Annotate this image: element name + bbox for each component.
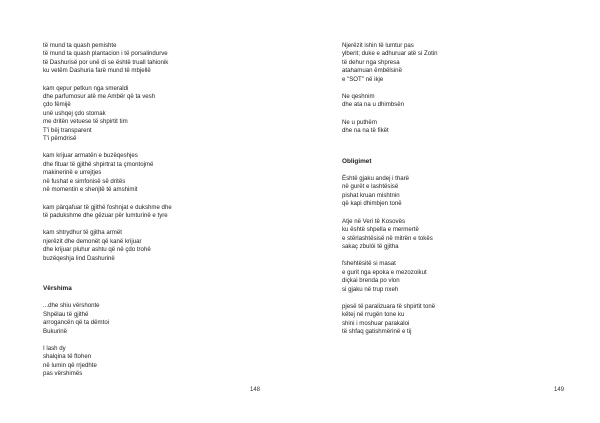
verse-line: në lumin që rrjedhte — [43, 361, 97, 369]
verse-line: Ne qeshnim — [342, 93, 375, 101]
verse-line: Shpëlau të gjithë — [43, 310, 89, 318]
stanza — [43, 229, 283, 263]
verse-line: Atje në Veri të Kosovës — [342, 217, 406, 225]
verse-line: në gurët e lashtësisë — [342, 183, 399, 191]
verse-line: buzëqeshja lind Dashurinë — [43, 254, 115, 262]
stanza — [43, 85, 283, 144]
verse-line: si gjaku në trup nxeh — [342, 285, 399, 293]
verse-line: të mund ta quash pemishte — [43, 42, 117, 49]
verse-line: shalqina të ftohen — [43, 353, 92, 361]
verse-line: e "SOT" në ikje — [342, 75, 384, 83]
stanza — [43, 42, 283, 76]
stanza — [43, 345, 283, 379]
verse-line: makinerinë e urrejtjes — [43, 169, 102, 177]
stanza — [342, 218, 582, 252]
verse-line: çdo fëmijë — [43, 101, 71, 109]
verse-line: atahamuan ëmbëlsinë — [342, 67, 402, 75]
verse-line: e gurit nga epoka e mezozoikut — [342, 268, 427, 276]
verse-line: ...dhe shiu vërshonte — [43, 302, 100, 310]
verse-line: të shfaq gatishmërinë e tij — [342, 328, 412, 336]
verse-line: në fushat e simfonisë së dritës — [43, 177, 126, 185]
verse-line: dhe fituar të gjithë shpirtrat ta çmontojmë — [43, 160, 154, 168]
verse-line: dhe na na të fikët — [342, 127, 389, 135]
verse-line: pishat kruan mishtnin — [342, 191, 400, 199]
stanza — [342, 119, 582, 136]
verse-line: dhe krijuar pluhur ashtu që në çdo trohë — [43, 246, 151, 254]
verse-line: ylberit; duke e adhuruar atë si Zotin — [342, 50, 438, 58]
verse-line: këtej në rrugën tone ku — [342, 311, 405, 319]
verse-line: Bukurinë — [43, 327, 68, 335]
stanza — [43, 204, 283, 221]
right-page — [300, 0, 600, 423]
verse-line: kam qepur petkun nga smeraldi — [43, 84, 129, 92]
stanza — [342, 260, 582, 294]
verse-line: pjesë të paralizuara të shpirtit tonë — [342, 302, 436, 310]
verse-line: fshehtësitë si masat — [342, 260, 396, 268]
verse-line: Ne u puthëm — [342, 118, 377, 126]
right-page-text — [342, 42, 582, 337]
page-number: 148 — [250, 387, 261, 393]
verse-line: njerëzit dhe demonët që kanë krijuar — [43, 237, 142, 245]
verse-line: dhe ata na u dhimbsën — [342, 101, 404, 109]
verse-line: I lash dy — [43, 344, 66, 352]
verse-line: të mund ta quash plantacion i të porsalindurve — [43, 50, 168, 58]
verse-line: shini i moshuar parakaloi — [342, 319, 410, 327]
verse-line: arrogancën që ta dëmtoi — [43, 319, 110, 327]
left-page-text — [43, 42, 283, 379]
verse-line: në momentin e shenjtë të amshimit — [43, 186, 138, 194]
verse-line: kam pärqafuar të gjithë foshnjat e dukshme dhe — [43, 203, 172, 211]
verse-line: pas vërshimës — [43, 370, 83, 378]
stanza — [43, 152, 283, 194]
verse-line: të dehur nga shpresa — [342, 58, 400, 66]
verse-line: kam shtrydhur të gjitha armët — [43, 229, 122, 237]
verse-line: Është gjaku andej i tharë — [342, 175, 410, 183]
verse-line: që kapi dhimbjen tonë — [342, 200, 402, 208]
stanza — [342, 303, 582, 337]
stanza — [342, 42, 582, 84]
poem-title: Obligimet — [342, 157, 372, 165]
verse-line: ku vetëm Dashuria farë mund të mbjellë — [43, 67, 151, 75]
stanza — [342, 175, 582, 209]
stanza — [43, 302, 283, 336]
verse-line: diçkai brenda po vlon — [342, 277, 400, 285]
verse-line: T'i bëj transparent — [43, 126, 92, 134]
verse-line: ku është shpella e mermertë — [342, 226, 419, 234]
stanza — [342, 93, 582, 110]
verse-line: dhe parfumosur atë me Ambër që ta vesh — [43, 93, 156, 101]
verse-line: me dritën vetuese të shpirtit tim — [43, 118, 128, 126]
verse-line: të Dashurisë por unë di se është truall tahionik — [43, 58, 169, 66]
verse-line: e stërlashtësisë në mitrën e tokës — [342, 234, 433, 242]
verse-line: Njerëzit ishin të lumtur pas — [342, 42, 414, 49]
verse-line: kam krijuar armatën e buzëqeshjes — [43, 152, 138, 160]
verse-line: T'i përndrisë — [43, 135, 77, 143]
verse-line: sakaç zbulói të gjitha — [342, 242, 399, 250]
poem-title: Vërshima — [43, 284, 72, 292]
page-number: 149 — [554, 387, 565, 393]
verse-line: unë ushqej çdo stomak — [43, 109, 106, 117]
verse-line: të padukshme dhe gëzuar për lumturinë e tyre — [43, 211, 168, 219]
